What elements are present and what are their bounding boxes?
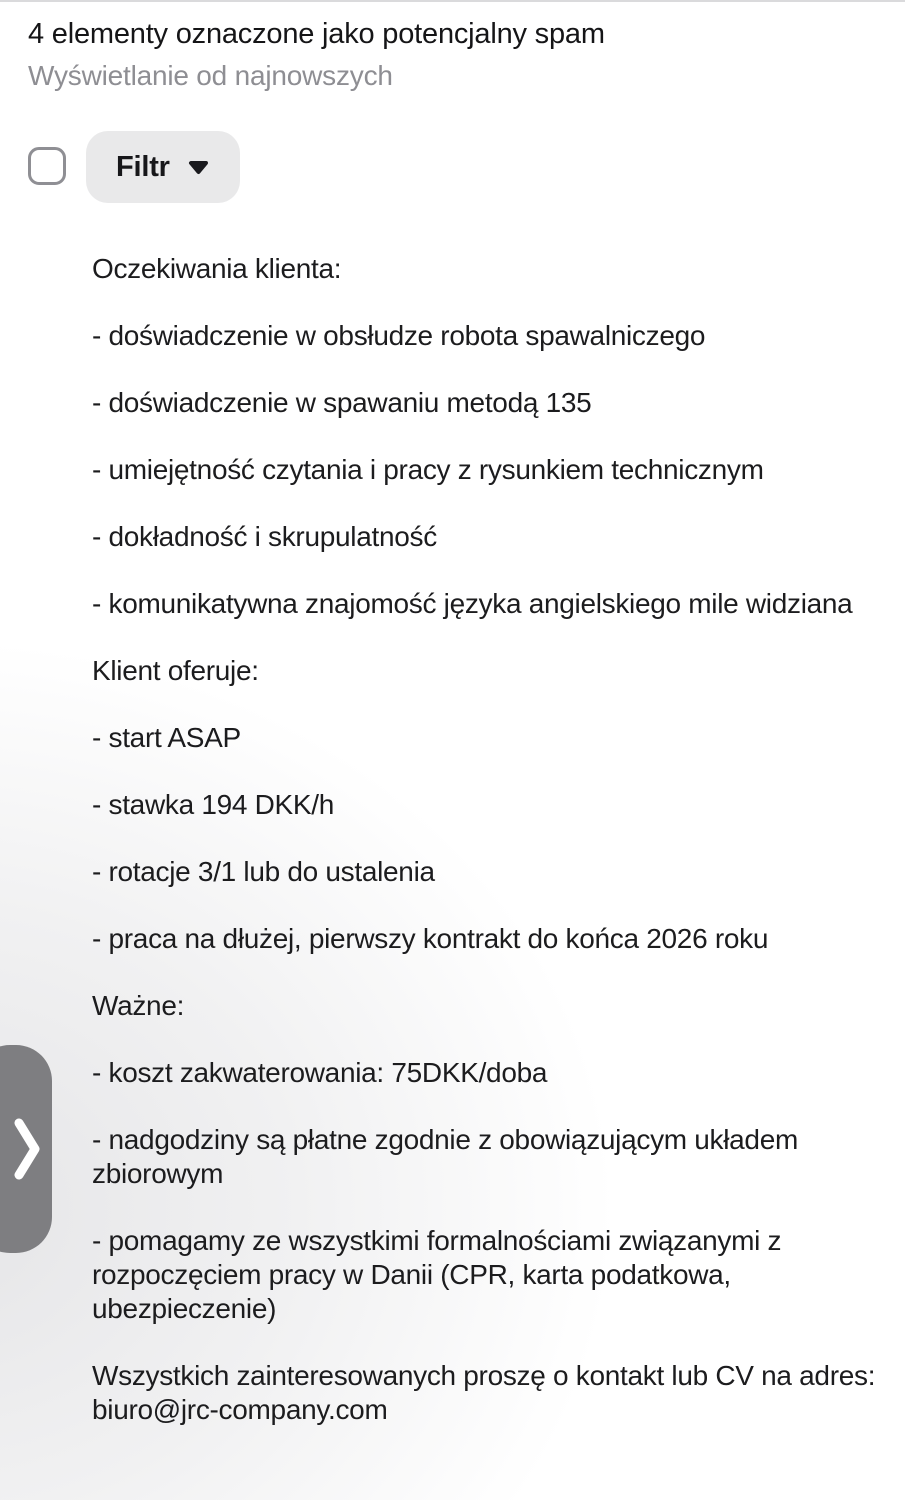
drawer-expand-handle[interactable] — [0, 1045, 52, 1253]
message-paragraph: - pomagamy ze wszystkimi formalnościami związanymi z rozpoczęciem pracy w Danii (CPR, karta podatkowa, ubezpieczenie) — [92, 1225, 782, 1324]
sort-order-label: Wyświetlanie od najnowszych — [28, 60, 393, 91]
message-paragraph: Klient oferuje: — [92, 655, 259, 686]
top-divider — [0, 0, 905, 2]
message-paragraph: - dokładność i skrupulatność — [92, 521, 437, 552]
select-all-checkbox[interactable] — [28, 147, 66, 185]
chevron-down-icon — [187, 159, 210, 175]
message-paragraph: - rotacje 3/1 lub do ustalenia — [92, 856, 435, 887]
message-paragraph: - doświadczenie w obsłudze robota spawalniczego — [92, 320, 706, 351]
filter-button[interactable] — [86, 131, 240, 203]
message-paragraph: - praca na dłużej, pierwszy kontrakt do końca 2026 roku — [92, 923, 769, 954]
message-paragraph: - doświadczenie w spawaniu metodą 135 — [92, 387, 592, 418]
message-paragraph: - koszt zakwaterowania: 75DKK/doba — [92, 1057, 548, 1088]
message-paragraph: Ważne: — [92, 990, 185, 1021]
page-title: 4 elementy oznaczone jako potencjalny spam — [28, 18, 605, 50]
message-paragraph: - start ASAP — [92, 722, 241, 753]
message-paragraph: Oczekiwania klienta: — [92, 253, 342, 284]
message-body — [92, 252, 904, 1460]
message-paragraph: - nadgodziny są płatne zgodnie z obowiązującym układem zbiorowym — [92, 1124, 799, 1189]
message-paragraph: - stawka 194 DKK/h — [92, 789, 335, 820]
message-paragraph: - komunikatywna znajomość języka angielskiego mile widziana — [92, 588, 853, 619]
filter-button-label: Filtr — [116, 150, 170, 183]
message-paragraph: - umiejętność czytania i pracy z rysunkiem technicznym — [92, 454, 764, 485]
message-paragraph: Wszystkich zainteresowanych proszę o kontakt lub CV na adres: biuro@jrc-company.com — [92, 1360, 876, 1425]
